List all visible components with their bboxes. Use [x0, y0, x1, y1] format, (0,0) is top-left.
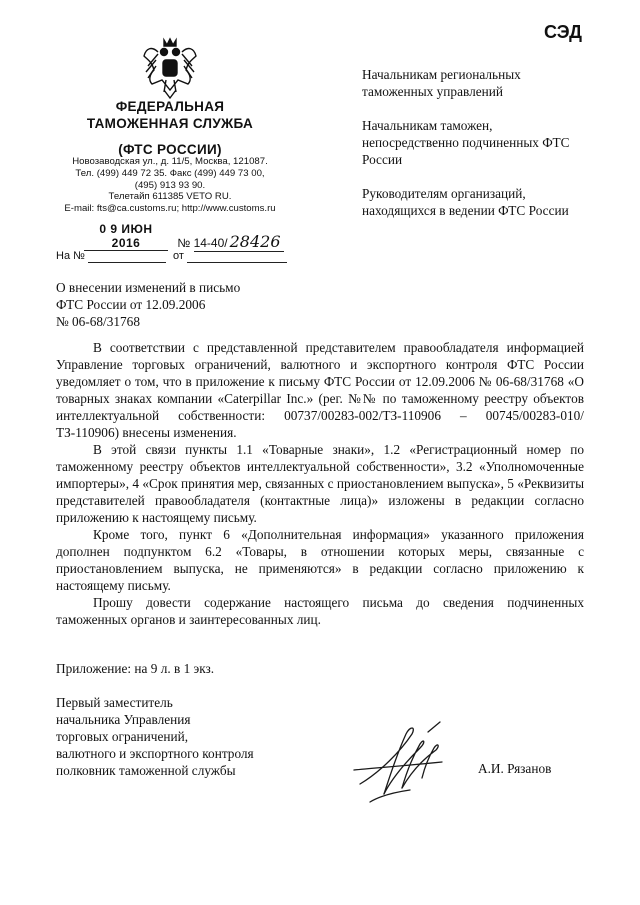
registration-line	[84, 222, 284, 252]
reference-number-blank	[88, 250, 166, 263]
body-paragraph: Кроме того, пункт 6 «Дополнительная информация» указанного приложения дополнен подпунктом 6.2 «Товары, в отношении которых меры, связанные с приостановлением выпуска, не применяются» в редакции согласно приложению к настоящему письму.	[56, 527, 584, 593]
signer-title	[56, 694, 316, 779]
system-mark: СЭД	[544, 22, 582, 42]
signer-title-line: Первый заместитель	[56, 695, 173, 710]
registration-number	[194, 232, 284, 252]
address-line: Новозаводская ул., д. 11/5, Москва, 121087.	[72, 156, 268, 167]
address-line: (495) 913 93 90.	[134, 179, 206, 191]
handwritten-signature-icon	[340, 712, 470, 812]
reference-from-label: от	[173, 250, 184, 262]
organization-line-2: ТАМОЖЕННАЯ СЛУЖБА	[86, 116, 254, 131]
address-line: Телетайп 611385 VETO RU.	[108, 191, 232, 203]
address-line: Тел. (499) 449 72 35. Факс (499) 449 73 00,	[75, 167, 265, 179]
recipients-block	[362, 66, 592, 236]
coat-of-arms-icon	[142, 36, 198, 102]
reference-label: На №	[56, 250, 85, 262]
reference-date-blank	[187, 250, 287, 263]
recipient: Начальникам региональных таможенных управлений	[362, 67, 521, 99]
number-label: №	[177, 236, 191, 250]
organization-address	[54, 156, 286, 215]
organization-name	[56, 98, 284, 158]
subject-line: ФТС России от 12.09.2006	[56, 297, 206, 312]
signer-title-line: торговых ограничений,	[56, 729, 189, 744]
body-paragraph: Прошу довести содержание настоящего письма до сведения подчиненных таможенных органов и заинтересованных лиц.	[56, 595, 584, 627]
letter-subject	[56, 279, 306, 330]
date-stamp: 0 9 ИЮН 2016	[84, 222, 168, 251]
body-paragraph: В этой связи пункты 1.1 «Товарные знаки», 1.2 «Регистрационный номер по таможенному реестру объектов интеллектуальной собственности», 3.2 «Уполномоченные импортеры», 4 «Срок принятия мер, связанных с приостановлением выпуска», 5 «Реквизиты представителей правообладателя (контактные лица)» изложены в редакции согласно приложению к настоящему письму.	[56, 442, 584, 525]
recipient: Начальникам таможен, непосредственно подчиненных ФТС России	[362, 118, 570, 167]
subject-line: № 06-68/31768	[56, 314, 140, 329]
address-line: E-mail: fts@ca.customs.ru; http://www.customs.ru	[64, 203, 276, 215]
number-prefix: 14-40/	[193, 236, 228, 250]
signer-title-line: начальника Управления	[56, 712, 191, 727]
reference-line	[56, 250, 287, 263]
signer-title-line: полковник таможенной службы	[56, 763, 236, 778]
recipient: Руководителям организаций, находящихся в ведении ФТС России	[362, 186, 569, 218]
organization-abbr: (ФТС РОССИИ)	[118, 142, 222, 157]
number-handwritten: 28426	[229, 232, 281, 251]
body-paragraph: В соответствии с представленной представителем правообладателя информацией Управление торговых ограничений, валютного и экспортного контроля ФТС России уведомляет о том, что в приложение к письму ФТС России от 12.09.2006 № 06-68/31768 «О товарных знаках компании «Caterpillar Inc.» (рег. №№ по таможенному реестру объектов интеллектуальной собственности: 00737/00283-002/ТЗ-110906 – 00745/00283-010/ТЗ-110906) внесены изменения.	[56, 340, 584, 440]
attachment-note: Приложение: на 9 л. в 1 экз.	[56, 661, 215, 676]
letter-body	[56, 339, 584, 628]
subject-line: О внесении изменений в письмо	[56, 280, 241, 295]
signer-title-line: валютного и экспортного контроля	[56, 746, 254, 761]
organization-line-1: ФЕДЕРАЛЬНАЯ	[115, 99, 225, 114]
signer-name: А.И. Рязанов	[478, 761, 552, 776]
